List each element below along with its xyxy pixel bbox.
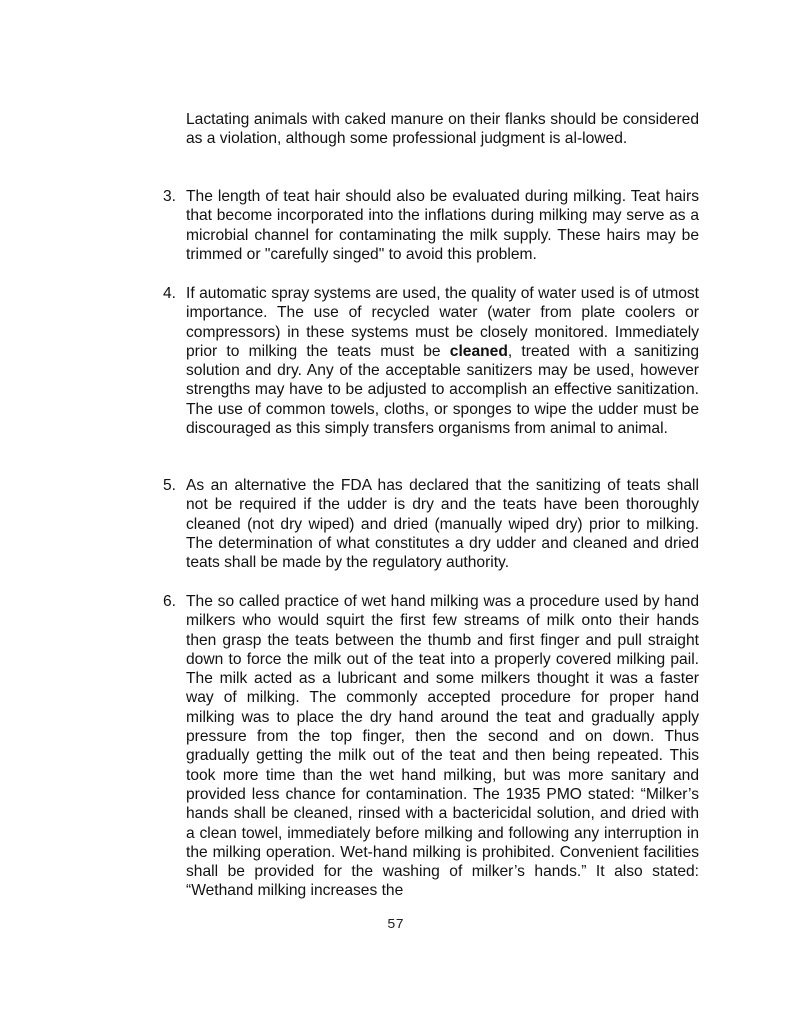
list-item-3 <box>163 187 699 264</box>
page-number: 57 <box>387 917 404 933</box>
list-item-4 <box>163 284 699 438</box>
list-text: The length of teat hair should also be evaluated during milking. Teat hairs that become incorporated into the inflations during milking may serve as a microbial channel for contaminating the milk supply. These hairs may be trimmed or "carefully singed" to avoid this problem. <box>186 188 699 263</box>
list-number: 6. <box>163 593 177 610</box>
list-text-part: If automatic spray systems are used, the quality of water used is of utmost importance. The use of recycled water (water from plate coolers or compressors) in these systems must be closely monitored. Immediately prior to milking the teats must be <box>186 285 699 360</box>
list-item-6 <box>163 592 699 901</box>
intro-paragraph: Lactating animals with caked manure on their flanks should be considered as a violation, although some professional judgment is al-lowed. <box>186 111 699 148</box>
list-text: The so called practice of wet hand milking was a procedure used by hand milkers who would squirt the first few streams of milk onto their hands then grasp the teats between the thumb and first finger and pull straight down to force the milk out of the teat into a properly covered milking pail. The milk acted as a lubricant and some milkers thought it was a faster way of milking. The commonly accepted procedure for proper hand milking was to place the dry hand around the teat and gradually apply pressure from the top finger, then the second and on down. Thus gradually getting the milk out of the teat and then being repeated. This took more time than the wet hand milking, but was more sanitary and provided less chance for contamination. The 1935 PMO stated: “Milker’s hands shall be cleaned, rinsed with a bactericidal solution, and dried with a clean towel, immediately before milking and following any interruption in the milking operation. Wet-hand milking is prohibited. Convenient facilities shall be provided for the washing of milker’s hands.” It also stated: “Wethand milking increases the <box>186 593 699 900</box>
list-item-5 <box>163 476 699 572</box>
bold-term: cleaned <box>449 342 508 360</box>
list-text <box>186 284 699 438</box>
list-number: 4. <box>163 285 177 302</box>
list-text: As an alternative the FDA has declared that the sanitizing of teats shall not be required if the udder is dry and the teats have been thoroughly cleaned (not dry wiped) and dried (manually wiped dry) prior to milking. The determination of what constitutes a dry udder and cleaned and dried teats shall be made by the regulatory authority. <box>186 477 699 572</box>
list-number: 3. <box>163 188 177 205</box>
list-text-part: , treated with a sanitizing solution and dry. Any of the acceptable sanitizers may be used, however strengths may have to be adjusted to accomplish an effective sanitization. The use of common towels, cloths, or sponges to wipe the udder must be discouraged as this simply transfers organisms from animal to animal. <box>186 342 699 438</box>
list-number: 5. <box>163 477 177 494</box>
